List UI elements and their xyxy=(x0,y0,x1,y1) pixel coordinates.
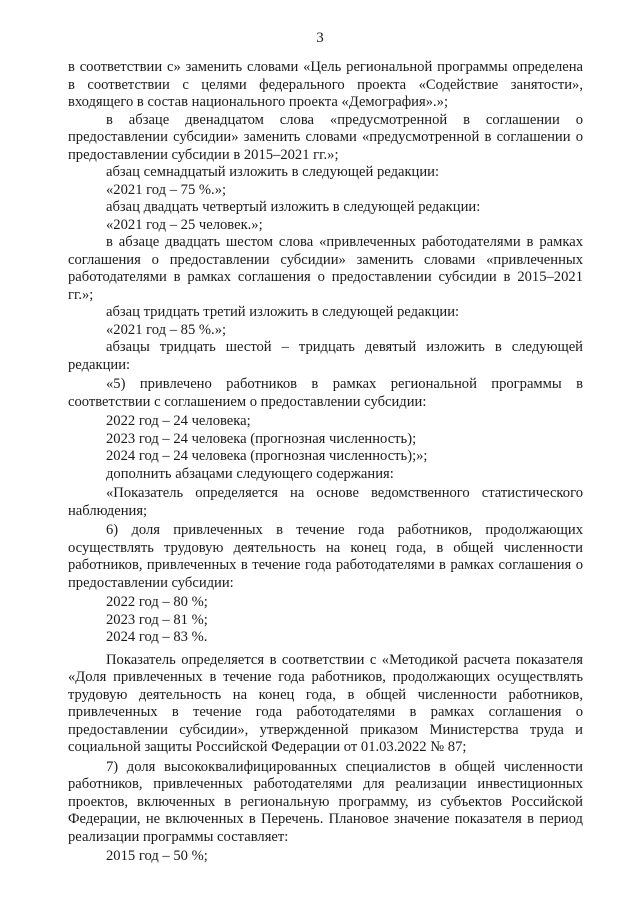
paragraph-26-amendment: в абзаце двадцать шестом слова «привлеченных работодателями в рамках соглашения о предоставлении субсидии» заменить словами «привлеченных работодателями в рамках соглашения о предоставлении субсидии в 2015–2021 гг.»; xyxy=(68,234,583,303)
paragraph-goal-replacement: в соответствии с» заменить словами «Цель региональной программы определена в соответствии с целями федерального проекта «Содействие занятости», входящего в состав национального проекта «Демография».»; xyxy=(68,59,583,110)
paragraph-17-value: «2021 год – 75 %.»; xyxy=(106,181,227,198)
addition-instruction: дополнить абзацами следующего содержания: xyxy=(106,465,394,482)
indicator-5-value-2022: 2022 год – 24 человека; xyxy=(106,413,251,429)
page-number: 3 xyxy=(316,30,324,46)
paragraph-33-value: «2021 год – 85 %.»; xyxy=(106,321,227,338)
indicator-6-methodology: Показатель определяется в соответствии с «Методикой расчета показателя «Доля привлеченных в течение года работников, продолжающих осуществлять трудовую деятельность на конец года, в общей численности работников, привлеченных в течение года работодателями в рамках соглашения о предоставлении субсидии», утвержденной приказом Министерства труда и социальной защиты Российской Федерации от 01.03.2022 № 87; xyxy=(68,651,583,755)
indicator-7: 7) доля высококвалифицированных специалистов в общей численности работников, привлеченных работодателями для реализации инвестиционных проектов, включенных в региональную программу, из субъектов Российской Федерации, не включенных в Перечень. Плановое значение показателя в период реализации программы составляет: xyxy=(68,758,583,845)
paragraph-33-instruction: абзац тридцать третий изложить в следующей редакции: xyxy=(106,304,460,320)
paragraph-24-instruction: абзац двадцать четвертый изложить в следующей редакции: xyxy=(106,199,481,215)
indicator-basis: «Показатель определяется на основе ведомственного статистического наблюдения; xyxy=(68,485,583,519)
indicator-6-value-2024: 2024 год – 83 %. xyxy=(106,629,208,645)
indicator-5-value-2024: 2024 год – 24 человека (прогнозная численность);»; xyxy=(106,448,428,464)
indicator-7-value-2015: 2015 год – 50 %; xyxy=(106,848,208,864)
indicator-5-value-2023: 2023 год – 24 человека (прогнозная численность); xyxy=(106,430,417,447)
indicator-6-value-2023: 2023 год – 81 %; xyxy=(106,611,208,628)
indicator-5: «5) привлечено работников в рамках региональной программы в соответствии с соглашением о предоставлении субсидии: xyxy=(68,376,583,410)
document-body xyxy=(68,59,583,866)
indicator-6-value-2022: 2022 год – 80 %; xyxy=(106,594,208,610)
paragraph-12-amendment: в абзаце двенадцатом слова «предусмотренной в соглашении о предоставлении субсидии» заменить словами «предусмотренной в соглашении о предоставлении субсидии в 2015–2021 гг.»; xyxy=(68,111,583,163)
paragraph-24-value: «2021 год – 25 человек.»; xyxy=(106,216,263,233)
paragraph-36-39-instruction: абзацы тридцать шестой – тридцать девятый изложить в следующей редакции: xyxy=(68,339,583,373)
indicator-6: 6) доля привлеченных в течение года работников, продолжающих осуществлять трудовую деятельность на конец года, в общей численности работников, привлеченных в течение года работодателями в рамках соглашения о предоставлении субсидии: xyxy=(68,522,583,591)
paragraph-17-instruction: абзац семнадцатый изложить в следующей редакции: xyxy=(106,164,440,180)
